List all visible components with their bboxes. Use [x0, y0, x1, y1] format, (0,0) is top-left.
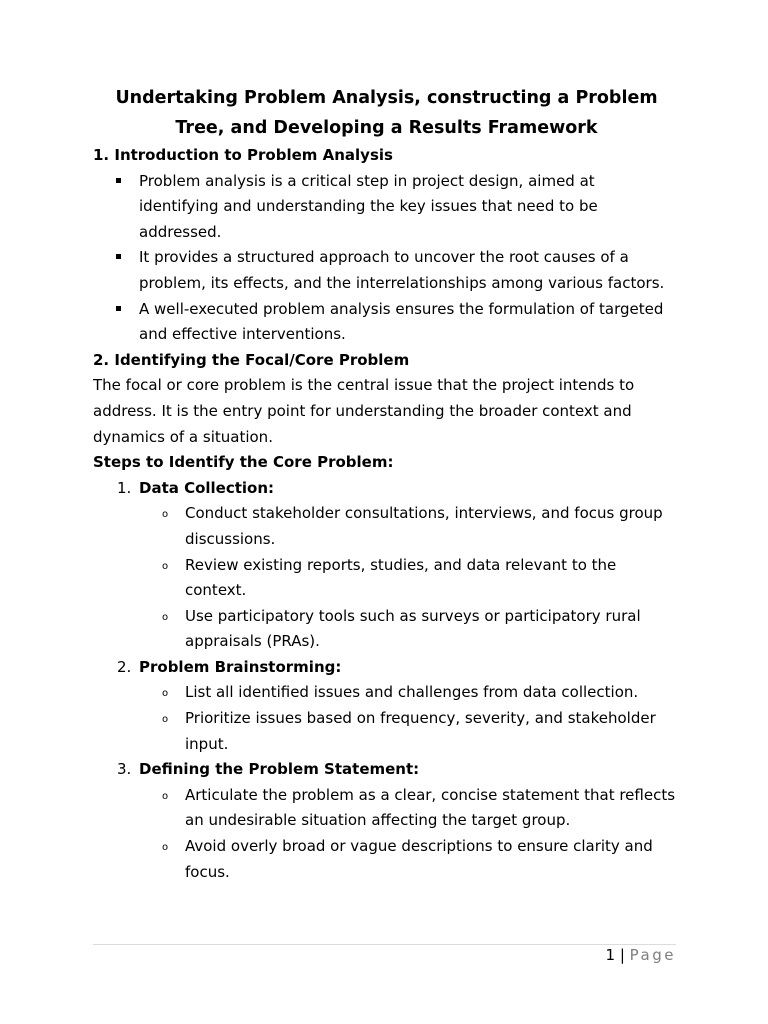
step-sub-list: [139, 680, 676, 757]
page-separator: |: [619, 946, 625, 964]
circle-bullet-icon: o: [162, 688, 169, 700]
list-item: o Conduct stakeholder consultations, interviews, and focus group discussions.: [139, 501, 676, 552]
steps-heading: Steps to Identify the Core Problem:: [93, 453, 394, 472]
step-number: 3.: [117, 760, 132, 779]
section-1-heading: 1. Introduction to Problem Analysis: [93, 146, 393, 164]
list-item: o Articulate the problem as a clear, concise statement that reflects an undesirable situation affecting the target group.: [139, 783, 676, 834]
step-sub-list: [139, 783, 676, 885]
page-word: Page: [629, 946, 676, 964]
circle-bullet-icon: o: [162, 560, 169, 572]
step-title: Defining the Problem Statement:: [139, 760, 420, 779]
page-number: 1: [605, 946, 616, 964]
step-sub-list: [139, 501, 676, 655]
step-item: [93, 476, 676, 655]
list-item: Problem analysis is a critical step in project design, aimed at identifying and understanding the key issues that need to be addressed.: [93, 169, 676, 246]
title-line-2: Tree, and Developing a Results Framework: [175, 117, 598, 138]
section-2-heading: 2. Identifying the Focal/Core Problem: [93, 350, 410, 369]
circle-bullet-icon: o: [162, 714, 169, 726]
circle-bullet-icon: o: [162, 509, 169, 521]
step-title: Problem Brainstorming:: [139, 657, 342, 676]
step-item: [93, 757, 676, 885]
list-item: o Use participatory tools such as surveys or participatory rural appraisals (PRAs).: [139, 604, 676, 655]
list-item: o List all identified issues and challenges from data collection.: [139, 680, 676, 706]
circle-bullet-icon: o: [162, 790, 169, 802]
list-item: A well-executed problem analysis ensures the formulation of targeted and effective interventions.: [93, 297, 676, 348]
step-number: 2.: [117, 657, 132, 676]
circle-bullet-icon: o: [162, 611, 169, 623]
page-footer: [606, 945, 677, 965]
square-bullet-icon: [116, 178, 121, 183]
document-title: [93, 84, 676, 143]
list-item: o Prioritize issues based on frequency, severity, and stakeholder input.: [139, 706, 676, 757]
step-title: Data Collection:: [139, 478, 275, 497]
title-line-1: Undertaking Problem Analysis, constructing a Problem: [115, 88, 658, 108]
step-item: [93, 655, 676, 757]
square-bullet-icon: [116, 254, 121, 259]
section-1-bullet-list: [93, 169, 676, 348]
steps-list: [93, 476, 676, 886]
section-2-intro: The focal or core problem is the central issue that the project intends to address. It is the entry point for understanding the broader context and dynamics of a situation.: [93, 376, 635, 446]
list-item: o Review existing reports, studies, and data relevant to the context.: [139, 553, 676, 604]
document-page: [93, 84, 676, 885]
list-item: o Avoid overly broad or vague descriptions to ensure clarity and focus.: [139, 834, 676, 885]
circle-bullet-icon: o: [162, 842, 169, 854]
footer-divider: [93, 944, 676, 945]
step-number: 1.: [117, 478, 132, 497]
square-bullet-icon: [116, 306, 121, 311]
list-item: It provides a structured approach to uncover the root causes of a problem, its effects, and the interrelationships among various factors.: [93, 245, 676, 296]
